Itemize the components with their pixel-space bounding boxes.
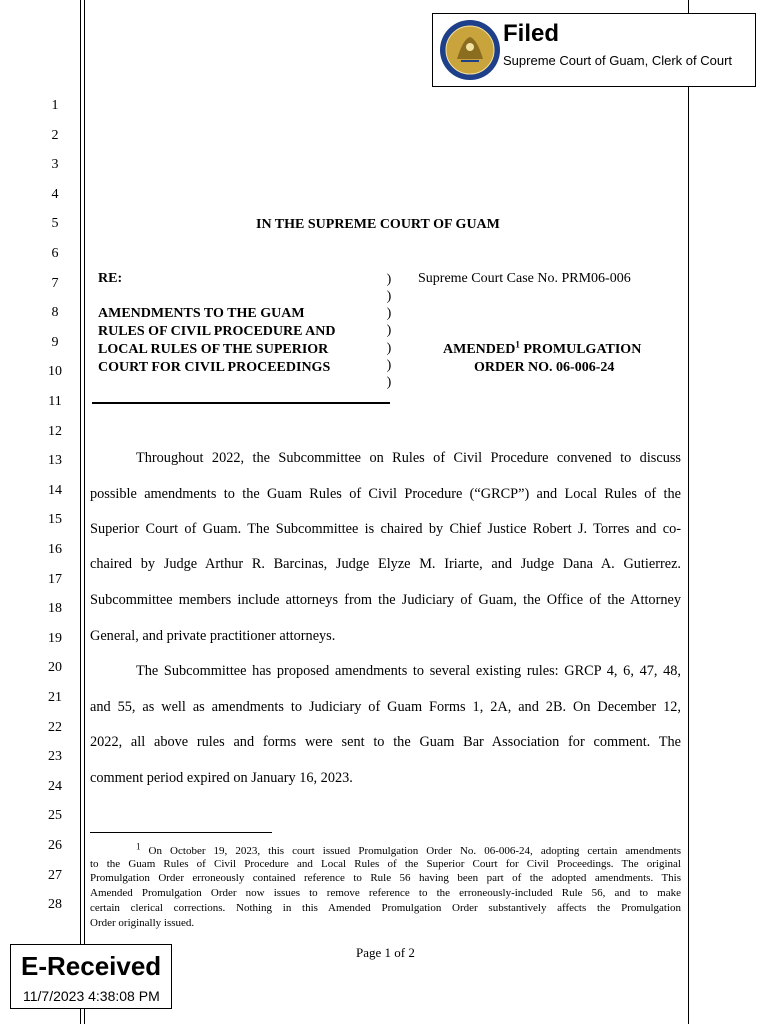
body-line: Throughout 2022, the Subcommittee on Rules of Civil Procedure convened to discuss (136, 450, 681, 466)
caption-paren: ) (386, 375, 392, 390)
line-number: 12 (48, 423, 62, 439)
line-number: 8 (51, 305, 59, 321)
line-number: 16 (48, 542, 62, 557)
body-line: and 55, as well as amendments to Judiciary of Guam Forms 1, 2A, and 2B. On December 12, (90, 699, 681, 715)
line-number: 24 (48, 778, 62, 794)
line-number: 14 (48, 482, 62, 498)
e-received-stamp (10, 944, 172, 1009)
line-number: 4 (51, 186, 59, 202)
line-number: 17 (48, 571, 62, 587)
caption-paren: ) (386, 306, 392, 321)
footnote-reference: 1 (515, 339, 520, 350)
footnote-line: to the Guam Rules of Civil Procedure and Local Rules of the Superior Court for Civil Proceedings. The original (90, 858, 681, 870)
line-number: 28 (48, 897, 62, 913)
filed-stamp (432, 13, 756, 87)
line-number: 9 (51, 334, 59, 350)
line-number: 13 (48, 453, 62, 469)
line-number: 25 (48, 808, 62, 824)
case-number: Supreme Court Case No. PRM06-006 (418, 271, 631, 286)
body-line: The Subcommittee has proposed amendments to several existing rules: GRCP 4, 6, 47, 48, (136, 663, 681, 679)
footnote-marker: 1 (136, 841, 141, 852)
line-number: 22 (48, 719, 62, 735)
body-line: comment period expired on January 16, 2023. (90, 770, 353, 786)
caption-subject-line: LOCAL RULES OF THE SUPERIOR (98, 342, 329, 357)
caption-paren: ) (386, 323, 392, 338)
footnote-line: Order originally issued. (90, 917, 195, 929)
body-line: chaired by Judge Arthur R. Barcinas, Judge Elyze M. Iriarte, and Judge Dana A. Gutierrez. (90, 556, 681, 572)
caption-subject-line: AMENDMENTS TO THE GUAM (98, 306, 305, 321)
footnote-separator (90, 832, 272, 833)
line-number: 21 (48, 690, 62, 705)
body-line: possible amendments to the Guam Rules of Civil Procedure (“GRCP”) and Local Rules of the (90, 486, 681, 502)
caption-paren: ) (386, 341, 392, 356)
caption-paren: ) (386, 358, 392, 373)
line-number: 19 (48, 630, 62, 646)
footnote-line: Promulgation Order erroneously contained reference to Rule 56 having been part of the adopted amendments. This (90, 872, 681, 884)
footnote-line: Amended Promulgation Order now issues to remove reference to the erroneously-included Rule 56, and to make (90, 887, 681, 899)
caption-subject-line: COURT FOR CIVIL PROCEEDINGS (98, 360, 331, 375)
footnote-line (136, 841, 681, 858)
line-number: 11 (48, 394, 62, 409)
line-number: 20 (48, 660, 62, 676)
line-number: 27 (48, 867, 62, 883)
order-title-promulgation: PROMULGATION (519, 342, 642, 357)
body-line: General, and private practitioner attorneys. (90, 628, 336, 644)
body-line: Superior Court of Guam. The Subcommittee is chaired by Chief Justice Robert J. Torres and co- (90, 521, 681, 537)
margin-rule-right (688, 0, 689, 1024)
line-number: 6 (51, 246, 59, 261)
line-number: 15 (48, 512, 62, 528)
order-title-amended: AMENDED (443, 342, 516, 357)
line-number: 2 (51, 127, 59, 143)
line-number: 1 (51, 98, 59, 113)
order-title-line-2: ORDER NO. 06-006-24 (474, 360, 615, 375)
e-received-title: E-Received (21, 951, 162, 981)
footnote-line-text: On October 19, 2023, this court issued Promulgation Order No. 06-006-24, adopting certain amendments (140, 845, 681, 857)
caption-paren: ) (386, 289, 392, 304)
filed-stamp-title: Filed (503, 20, 560, 47)
margin-rule-left-2 (84, 0, 85, 1024)
line-number: 23 (48, 749, 62, 765)
filed-stamp-subtitle: Supreme Court of Guam, Clerk of Court (503, 53, 733, 68)
footnote-line: certain clerical corrections. Nothing in this Amended Promulgation Order substantively affects the Promulgation (90, 902, 681, 914)
body-line: 2022, all above rules and forms were sent to the Guam Bar Association for comment. The (90, 734, 681, 750)
line-number: 3 (51, 157, 59, 173)
order-title-line-1 (443, 341, 641, 359)
court-seal-icon (439, 19, 501, 81)
line-number: 18 (48, 601, 62, 617)
line-number: 7 (51, 275, 59, 291)
caption-re: RE: (98, 271, 123, 286)
margin-rule-left-1 (80, 0, 81, 1024)
caption-paren: ) (386, 272, 392, 287)
caption-subject-line: RULES OF CIVIL PROCEDURE AND (98, 324, 336, 339)
line-number: 10 (48, 364, 62, 380)
body-line: Subcommittee members include attorneys from the Judiciary of Guam, the Office of the Attorney (90, 592, 681, 608)
court-title: IN THE SUPREME COURT OF GUAM (256, 217, 500, 232)
line-number: 26 (48, 838, 62, 853)
e-received-timestamp: 11/7/2023 4:38:08 PM (23, 988, 160, 1004)
caption-underline (92, 402, 390, 404)
line-number: 5 (51, 216, 59, 232)
page-number: Page 1 of 2 (356, 945, 415, 960)
